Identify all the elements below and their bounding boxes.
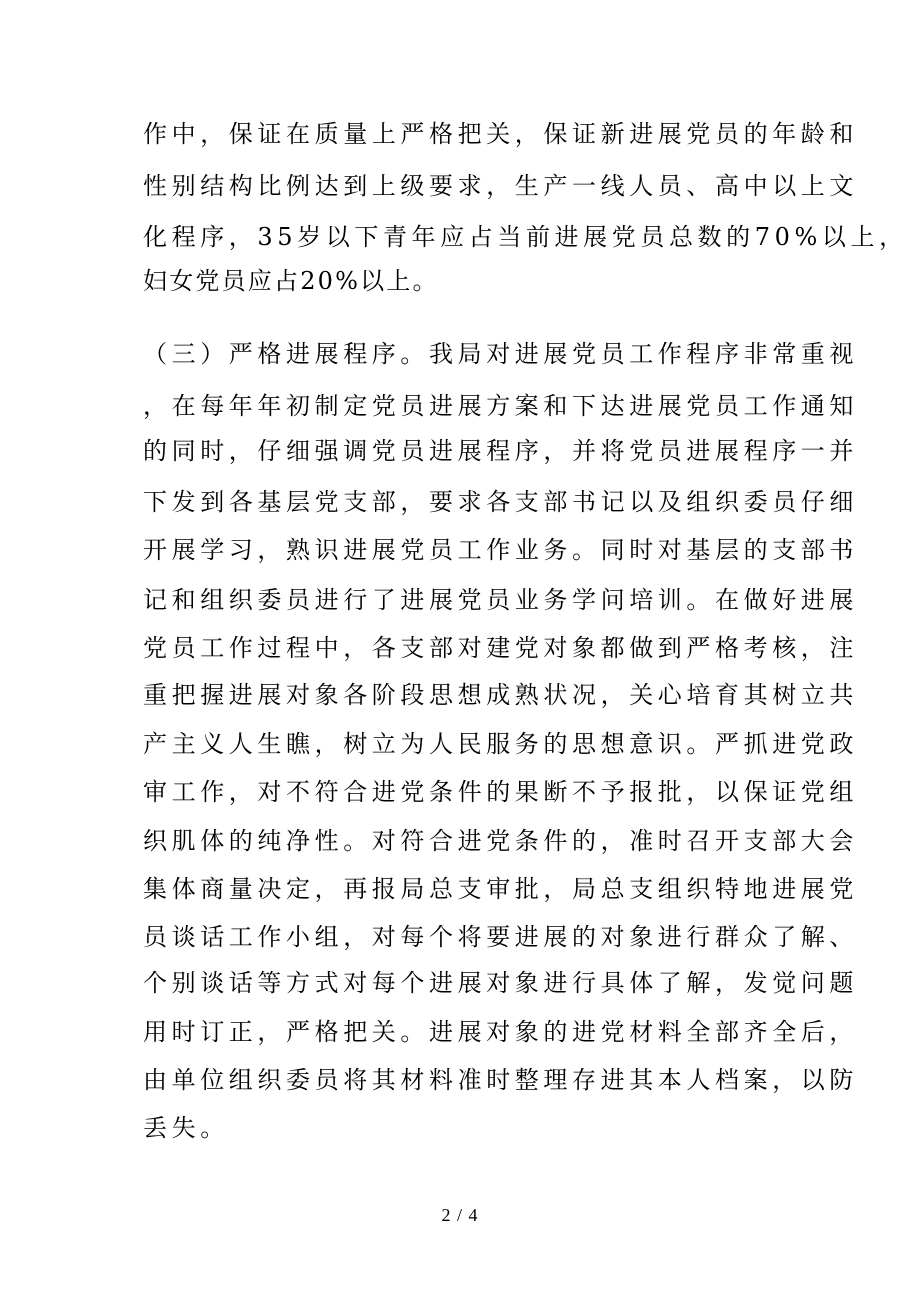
paragraph-2-line-15: 用时订正，严格把关。进展对象的进党材料全部齐全后， [143,1018,858,1046]
paragraph-2-line-8: 重把握进展对象各阶段思想成熟状况，关心培育其树立共 [143,681,858,709]
paragraph-2-line-1: （三）严格进展程序。我局对进展党员工作程序非常重视 [143,340,858,368]
paragraph-1-line-4: 妇女党员应占20%以上。 [143,267,439,295]
paragraph-2-line-7: 党员工作过程中，各支部对建党对象都做到严格考核，注 [143,634,858,662]
paragraph-2-line-12: 集体商量决定，再报局总支审批，局总支组织特地进展党 [143,875,858,903]
paragraph-1-line-3: 化程序，35岁以下青年应占当前进展党员总数的70%以上， [143,223,908,251]
paragraph-2-line-5: 开展学习，熟识进展党员工作业务。同时对基层的支部书 [143,536,858,564]
paragraph-2-line-4: 下发到各基层党支部，要求各支部书记以及组织委员仔细 [143,488,858,516]
paragraph-2-line-10: 审工作，对不符合进党条件的果断不予报批，以保证党组 [143,778,858,806]
paragraph-2-line-2: ，在每年年初制定党员进展方案和下达进展党员工作通知 [143,392,858,420]
paragraph-2-line-13: 员谈话工作小组，对每个将要进展的对象进行群众了解、 [143,923,858,951]
paragraph-2-line-16: 由单位组织委员将其材料准时整理存进其本人档案，以防 [143,1066,858,1094]
paragraph-1-line-1: 作中，保证在质量上严格把关，保证新进展党员的年龄和 [143,120,858,148]
paragraph-2-line-3: 的同时，仔细强调党员进展程序，并将党员进展程序一并 [143,437,858,465]
paragraph-2-line-14: 个别谈话等方式对每个进展对象进行具体了解，发觉问题 [143,969,858,997]
paragraph-2-line-17: 丢失。 [143,1114,229,1142]
paragraph-1-line-2: 性别结构比例达到上级要求，生产一线人员、高中以上文 [143,172,858,200]
paragraph-2-line-6: 记和组织委员进行了进展党员业务学问培训。在做好进展 [143,586,858,614]
paragraph-2-line-9: 产主义人生瞧，树立为人民服务的思想意识。严抓进党政 [143,730,858,758]
paragraph-2-line-11: 织肌体的纯净性。对符合进党条件的，准时召开支部大会 [143,827,858,855]
page-number: 2 / 4 [441,1205,479,1225]
